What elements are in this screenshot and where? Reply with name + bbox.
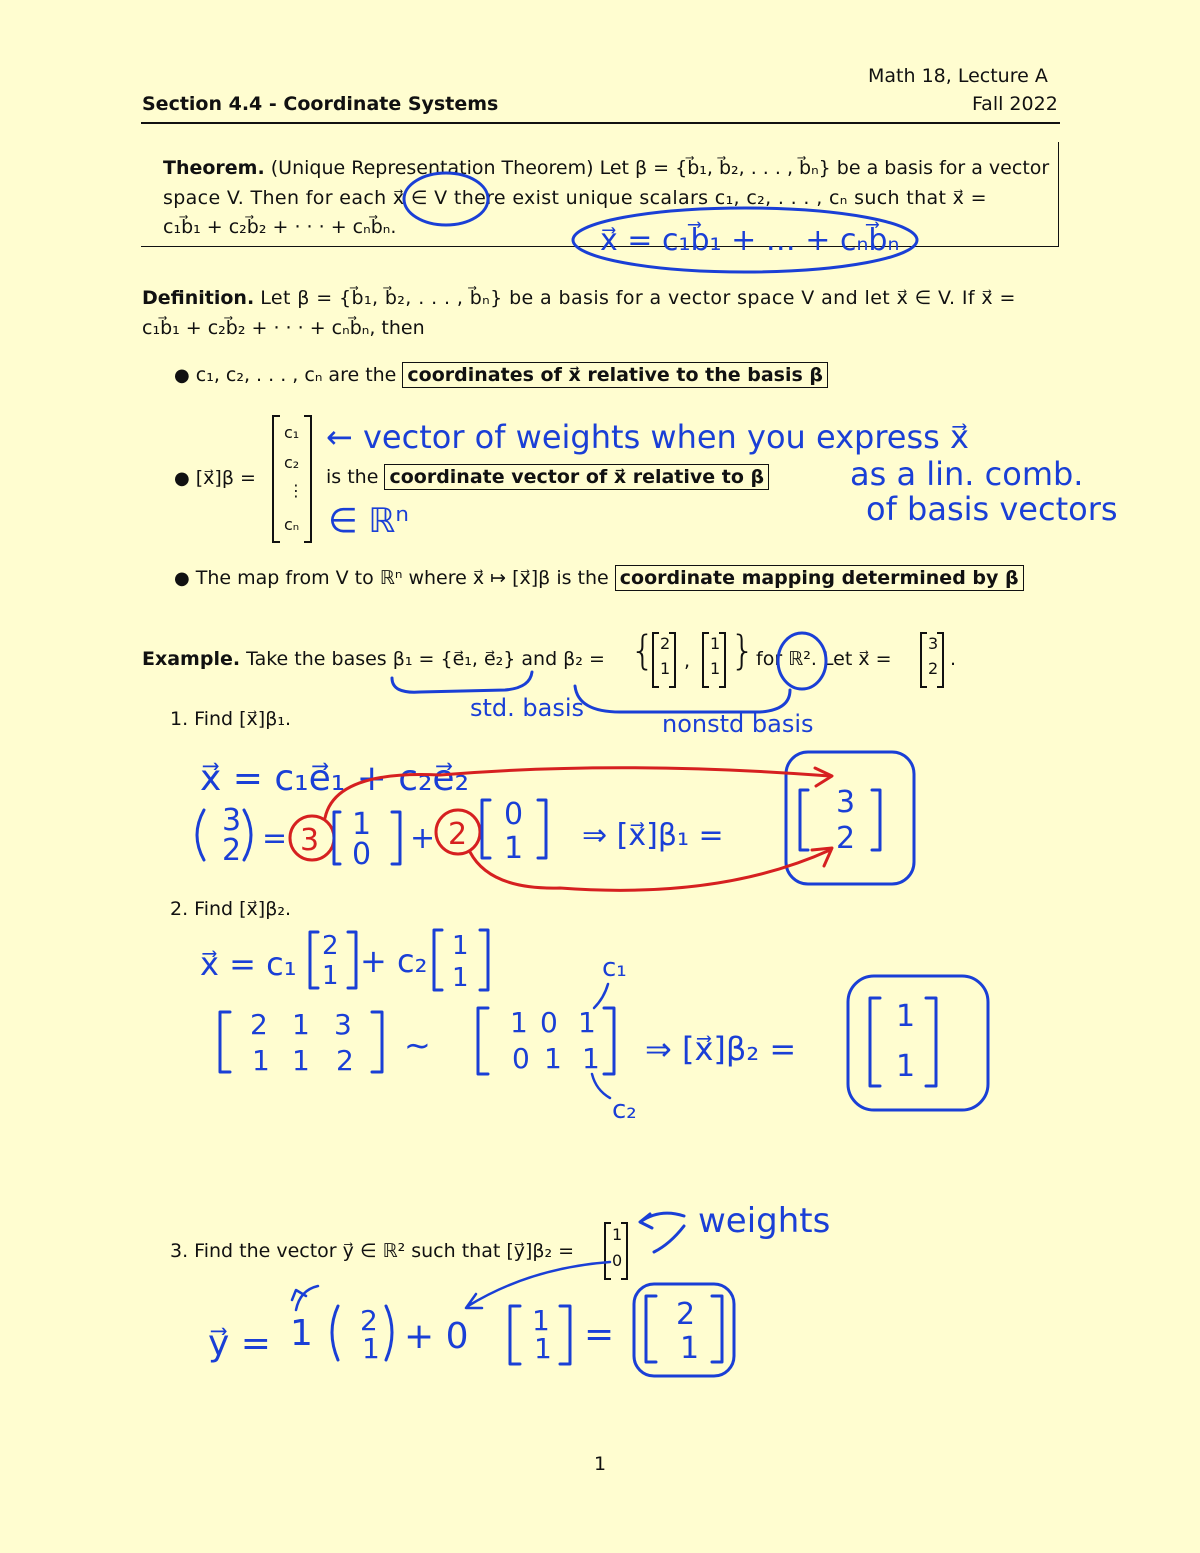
hw-bracket [560,1306,570,1364]
hw-arrow-weights [640,1213,684,1252]
vec-entry: 1 [710,659,721,678]
hw-entry: 1 [362,1332,380,1365]
hw-equals: = [584,1314,615,1355]
theorem-line-3: c₁b⃗₁ + c₂b⃗₂ + · · · + cₙb⃗ₙ. [163,216,397,238]
hw-ex2-line1: x⃗ = c₁ [200,945,297,983]
vec-entry: 1 [612,1225,623,1244]
hw-entry: 1 [534,1332,552,1365]
hw-rn-note: ∈ ℝⁿ [328,501,409,541]
hw-entry: 1 [252,1044,270,1077]
hw-paren [197,810,204,860]
theorem-text-1: (Unique Representation Theorem) Let β = {b⃗₁, b⃗₂, . . . , b⃗ₙ} be a basis for a vector [270,157,1050,179]
hw-ex3-plus: + 0 [404,1316,469,1357]
vec-entry: 0 [612,1251,623,1270]
hw-entry: 1 [452,963,469,993]
vec-entry: 3 [928,634,939,653]
hw-entry: 0 [352,837,372,872]
hw-bracket [510,1306,520,1364]
hw-entry: 2 [360,1304,378,1337]
hw-red-arrow-bottom [470,850,830,890]
example-text-a: Take the bases β₁ = {e⃗₁, e⃗₂} and β₂ = [246,648,605,670]
bullet-dot: ● [174,568,190,589]
hw-plus: + [410,821,436,856]
circle-x-in-v [404,173,488,225]
hw-arrow-ex3-2 [466,1262,610,1308]
hw-entry: 1 [680,1331,700,1366]
bullet-2-boxed-term: coordinate vector of x⃗ relative to β [384,464,769,490]
hw-paren [386,1306,392,1360]
hw-bracket [926,998,936,1086]
hw-entry: 1 [896,1049,916,1084]
definition-text-1: Let β = {b⃗₁, b⃗₂, . . . , b⃗ₙ} be a basis for a vector space V and let x⃗ ∈ V. If x⃗ = [260,287,1016,309]
hw-entry: 2 [336,1044,354,1077]
hw-bracket [538,800,546,858]
page-number: 1 [594,1453,607,1475]
basis-set-close: } [730,628,756,674]
hw-bracket [870,998,880,1086]
matrix-entry: c₂ [284,453,300,472]
hw-bracket [310,932,318,988]
hw-entry: 1 [532,1304,550,1337]
hw-ex1-result-label: ⇒ [x⃗]β₁ = [582,818,724,853]
hw-entry: 1 [452,931,469,961]
hw-bracket [372,1012,382,1072]
hw-bracket [646,1296,656,1362]
hw-ex2-c1: c₁ [602,953,627,983]
hw-entry: 0 [512,1042,530,1075]
hw-ex2-result-label: ⇒ [x⃗]β₂ = [645,1030,797,1068]
hw-ex3 [208,1296,722,1366]
example-text-b: for ℝ². Let x⃗ = [756,648,892,670]
hw-bracket [482,800,490,858]
bullet-2-mid: is the [326,466,379,488]
hw-entry: 1 [510,1006,528,1039]
hw-coef: 2 [448,817,468,852]
vec-entry: 1 [660,659,671,678]
hw-ex1-line1: x⃗ = c₁e⃗₁ + c₂e⃗₂ [200,758,470,799]
hw-ex3-c1: 1 [290,1313,313,1354]
definition-label: Definition. [142,287,255,309]
hw-entry: 3 [222,803,242,838]
theorem-label: Theorem. [163,157,265,179]
hw-bracket [434,930,442,990]
hw-weights: weights [698,1201,831,1241]
question-2: 2. Find [x⃗]β₂. [170,898,291,920]
hw-paren [244,810,251,860]
hw-entry: 0 [540,1006,558,1039]
circle-r2 [778,633,826,689]
hw-ex2 [200,930,936,1125]
hw-bracket [392,812,400,864]
hw-bracket [334,812,340,864]
hw-std-basis: std. basis [470,694,585,722]
hw-bracket [800,790,808,850]
coord-vector-notation: [x⃗]β = [195,467,256,489]
hw-ex2-plus: + c₂ [360,942,428,980]
hw-coef: 3 [300,823,320,858]
period: . [950,648,957,670]
hw-entry: 3 [334,1008,352,1041]
hw-entry: 2 [322,931,339,961]
term-label: Fall 2022 [972,93,1058,115]
hw-ex3-lhs: y⃗ = [208,1323,271,1364]
bullet-1-text: c₁, c₂, . . . , cₙ are the [195,364,397,386]
question-1: 1. Find [x⃗]β₁. [170,708,291,730]
definition-line-2: c₁b⃗₁ + c₂b⃗₂ + · · · + cₙb⃗ₙ, then [142,317,425,339]
hw-entry: 1 [292,1008,310,1041]
bullet-1-boxed-term: coordinates of x⃗ relative to the basis β [402,362,828,388]
hw-entry: 0 [504,797,524,832]
hw-bracket [604,1008,614,1074]
hw-entry: 1 [352,807,372,842]
vec-entry: 1 [710,634,721,653]
hw-tilde: ~ [404,1026,431,1064]
underbrace-std [392,672,532,692]
section-title: Section 4.4 - Coordinate Systems [142,93,499,115]
hw-vec-note-1: ← vector of weights when you express x⃗ [326,418,969,456]
hw-entry: 1 [896,999,916,1034]
hw-entry: 1 [582,1042,600,1075]
hw-bracket [478,1008,488,1074]
hw-entry: 1 [292,1044,310,1077]
hw-vec-note-3: of basis vectors [866,490,1118,528]
bullet-dot: ● [174,468,190,489]
example-label: Example. [142,648,241,670]
hw-arrow-c1 [594,984,608,1008]
hw-bracket [712,1296,722,1362]
hw-entry: 2 [250,1008,268,1041]
hw-bracket [220,1012,230,1072]
theorem-line-2: space V. Then for each x⃗ ∈ V there exist unique scalars c₁, c₂, . . . , cₙ such that x⃗ = [163,187,987,209]
hw-ex2-c2: c₂ [612,1095,637,1125]
hw-paren [332,1306,338,1360]
hw-bracket [480,930,488,990]
hw-vec-note-2: as a lin. comb. [850,455,1084,493]
hw-thm-note: x⃗ = c₁b⃗₁ + … + cₙb⃗ₙ [600,223,900,258]
hw-entry: 2 [676,1297,696,1332]
bullet-3-boxed-term: coordinate mapping determined by β [615,565,1024,591]
underbrace-nonstd [575,686,790,712]
hw-entry: 2 [836,821,856,856]
hw-entry: 3 [836,785,856,820]
hw-entry: 1 [544,1042,562,1075]
bullet-3-text: The map from V to ℝⁿ where x⃗ ↦ [x⃗]β is the [195,567,609,589]
matrix-entry: cₙ [284,515,300,534]
course-label: Math 18, Lecture A [868,65,1048,87]
vec-entry: 2 [928,659,939,678]
matrix-entry: ⋮ [288,481,304,500]
hw-entry: 1 [322,961,339,991]
hw-bracket [348,932,356,988]
hw-entry: 1 [578,1006,596,1039]
hw-entry: 1 [504,831,524,866]
basis-set: { [630,628,656,674]
vec-entry: 2 [660,634,671,653]
question-3: 3. Find the vector y⃗ ∈ ℝ² such that [y⃗]β₂ = [170,1240,575,1262]
hw-equals: = [262,821,288,856]
hw-bracket [872,790,880,850]
hw-nonstd-basis: nonstd basis [662,710,814,738]
matrix-entry: c₁ [284,423,300,442]
bullet-dot: ● [174,365,190,386]
hw-entry: 2 [222,833,242,868]
hw-arrow-ex3-1 [292,1286,318,1310]
comma: , [684,650,691,672]
hw-arrow-c2 [592,1074,610,1098]
